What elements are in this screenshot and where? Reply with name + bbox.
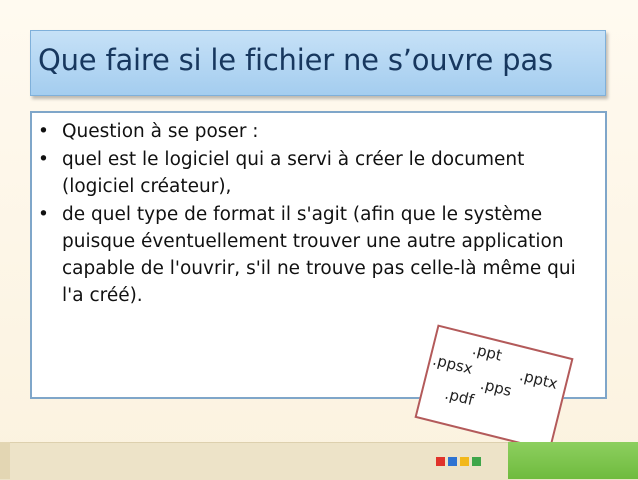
- extension-ppsx: .ppsx: [430, 350, 475, 378]
- bullet-text: de quel type de format il s'agit (afin que le système puisque éventuellement trouver une autre application capable de l'ouvrir, s'il ne trouve pas celle-là même qui l'a créé).: [62, 204, 576, 306]
- extension-pps: .pps: [478, 374, 514, 401]
- extension-ppt: .ppt: [470, 339, 504, 365]
- bullet-item: [34, 146, 594, 200]
- footer-square-yellow: [460, 457, 469, 466]
- bullet-text: quel est le logiciel qui a servi à créer le document (logiciel créateur),: [62, 149, 525, 197]
- bullet-item: [34, 201, 594, 309]
- footer-square-blue: [448, 457, 457, 466]
- extension-pptx: .pptx: [517, 366, 560, 393]
- bullet-item: [34, 118, 594, 145]
- footer-left-strip: [0, 442, 10, 479]
- bullet-marker: •: [38, 121, 49, 142]
- extension-pdf: .pdf: [443, 384, 476, 410]
- bullet-marker: •: [38, 149, 49, 170]
- slide-title: Que faire si le fichier ne s’ouvre pas: [38, 43, 553, 77]
- bullet-text: Question à se poser :: [62, 121, 259, 142]
- footer-square-red: [436, 457, 445, 466]
- footer-green-block: [508, 442, 638, 479]
- bullet-marker: •: [38, 204, 49, 225]
- bullet-list: [34, 118, 594, 310]
- footer-square-green: [472, 457, 481, 466]
